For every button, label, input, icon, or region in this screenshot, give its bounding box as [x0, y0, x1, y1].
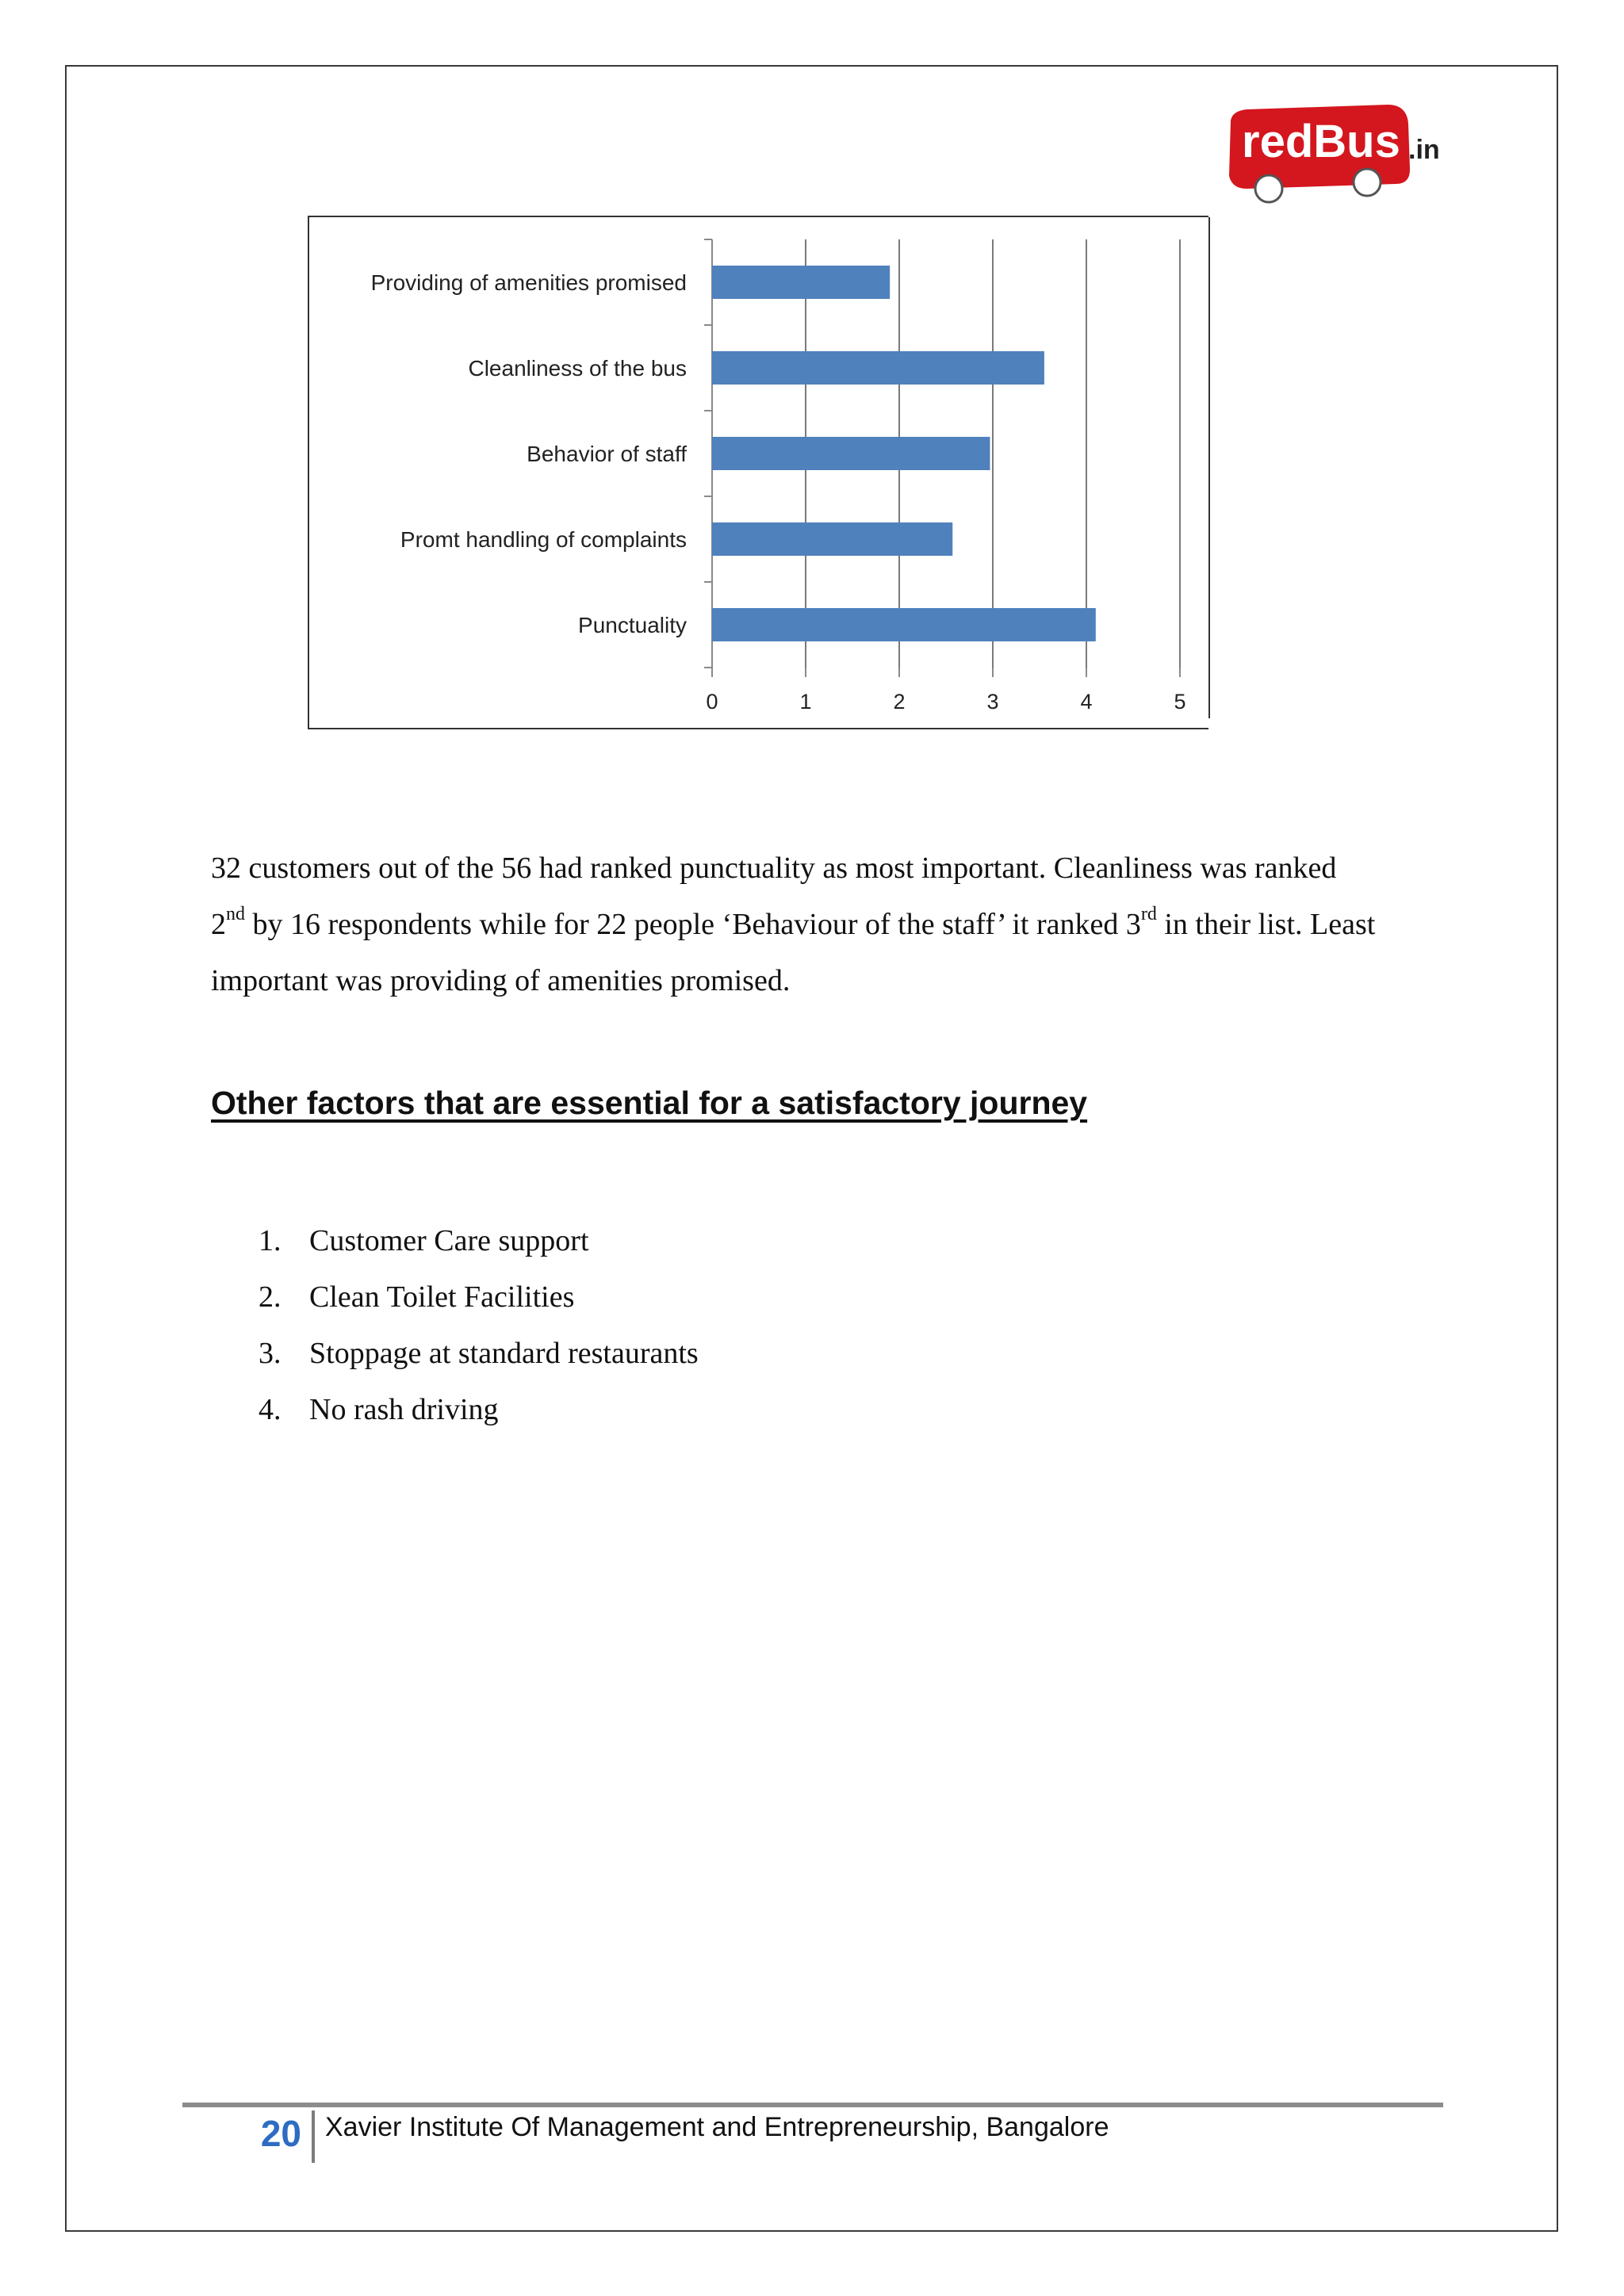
list-item: [259, 1213, 699, 1269]
bar-chart: [308, 216, 1208, 729]
category-label: Cleanliness of the bus: [468, 356, 687, 381]
redbus-logo: [1220, 100, 1443, 211]
bar: [712, 608, 1096, 641]
logo-wheel-right: [1354, 169, 1381, 196]
footer-institute: Xavier Institute Of Management and Entrepreneurship, Bangalore: [325, 2112, 1109, 2142]
summary-paragraph: [211, 840, 1377, 1009]
list-item: [259, 1326, 699, 1382]
page-number: 20: [260, 2113, 301, 2154]
logo-wheel-left: [1255, 175, 1282, 202]
para-sup-nd: nd: [226, 904, 245, 925]
bar: [712, 437, 990, 470]
list-item: [259, 1382, 699, 1438]
x-tick-label: 5: [1174, 690, 1186, 714]
para-text-3: in their list. Least important was providing of amenities promised.: [211, 908, 1376, 997]
list-number: 1.: [259, 1224, 282, 1257]
para-text-1: 32 customers out of the 56 had ranked punctuality as most important. Cleanliness was ranked 2: [211, 851, 1337, 941]
chart-canvas: [309, 217, 1210, 731]
list-number: 2.: [259, 1280, 282, 1314]
category-label: Promt handling of complaints: [400, 527, 687, 552]
list-item: [259, 1269, 699, 1326]
bar: [712, 522, 952, 556]
footer-divider: [312, 2110, 315, 2163]
footer-rule: [182, 2103, 1443, 2107]
x-tick-label: 3: [986, 690, 999, 714]
section-heading: Other factors that are essential for a satisfactory journey: [211, 1085, 1088, 1121]
para-sup-rd: rd: [1140, 904, 1157, 925]
category-label: Behavior of staff: [527, 442, 687, 466]
x-tick-label: 2: [893, 690, 906, 714]
list-number: 3.: [259, 1337, 282, 1370]
list-text: Clean Toilet Facilities: [309, 1280, 575, 1314]
logo-suffix-text: .in: [1408, 135, 1440, 165]
category-label: Providing of amenities promised: [370, 270, 687, 295]
x-tick-label: 4: [1080, 690, 1093, 714]
factor-list: [259, 1213, 699, 1438]
category-label: Punctuality: [578, 613, 687, 637]
x-tick-label: 1: [799, 690, 812, 714]
list-text: Customer Care support: [309, 1224, 589, 1257]
para-text-2: by 16 respondents while for 22 people ‘Behaviour of the staff’ it ranked 3: [245, 908, 1141, 941]
list-text: Stoppage at standard restaurants: [309, 1337, 699, 1370]
logo-brand-text: redBus: [1242, 116, 1400, 167]
x-tick-label: 0: [706, 690, 718, 714]
bar: [712, 266, 890, 299]
bar: [712, 351, 1044, 385]
list-number: 4.: [259, 1393, 282, 1426]
list-text: No rash driving: [309, 1393, 499, 1426]
